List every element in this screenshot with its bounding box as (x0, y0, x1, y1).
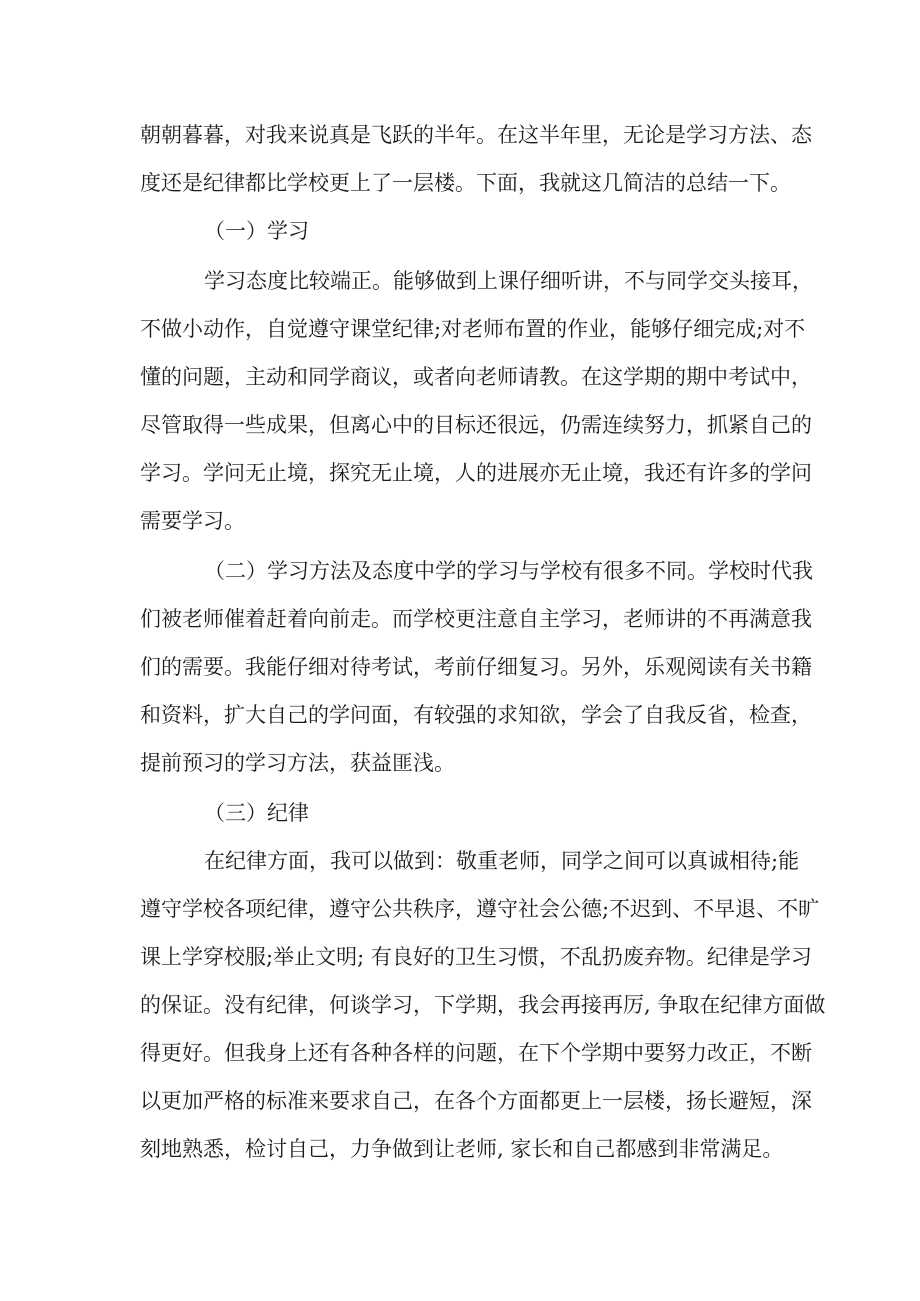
paragraph-line: 需要学习。 (140, 509, 245, 533)
intro-line: 朝朝暮暮，对我来说真是飞跃的半年。在这半年里，无论是学习方法、态 (140, 123, 812, 147)
paragraph-line: 学习。学问无止境，探究无止境，人的进展亦无止境，我还有许多的学问 (140, 461, 812, 485)
paragraph-line: 的保证。没有纪律，何谈学习，下学期，我会再接再厉, 争取在纪律方面做 (140, 993, 826, 1017)
paragraph-line: 学习态度比较端正。能够做到上课仔细听讲，不与同学交头接耳， (204, 269, 813, 293)
paragraph-line: 提前预习的学习方法，获益匪浅。 (140, 751, 455, 775)
paragraph-line: （二）学习方法及态度中学的学习与学校有很多不同。学校时代我 (204, 559, 813, 583)
paragraph-line: 不做小动作，自觉遵守课堂纪律;对老师布置的作业，能够仔细完成;对不 (140, 317, 806, 341)
paragraph-line: 遵守学校各项纪律，遵守公共秩序，遵守社会公德;不迟到、不早退、不旷 (140, 897, 820, 921)
paragraph-line: 得更好。但我身上还有各种各样的问题，在下个学期中要努力改正，不断 (140, 1041, 812, 1065)
section-heading-study: （一）学习 (204, 219, 309, 243)
intro-line: 度还是纪律都比学校更上了一层楼。下面，我就这几简洁的总结一下。 (140, 171, 791, 195)
paragraph-line: 们被老师催着赶着向前走。而学校更注意自主学习，老师讲的不再满意我 (140, 607, 812, 631)
paragraph-line: 课上学穿校服;举止文明; 有良好的卫生习惯，不乱扔废弃物。纪律是学习 (140, 945, 812, 969)
paragraph-line: 在纪律方面，我可以做到：敬重老师，同学之间可以真诚相待;能 (204, 849, 800, 873)
paragraph-line: 和资料，扩大自己的学问面，有较强的求知欲，学会了自我反省，检查， (140, 703, 812, 727)
paragraph-line: 们的需要。我能仔细对待考试，考前仔细复习。另外，乐观阅读有关书籍 (140, 655, 812, 679)
paragraph-line: 刻地熟悉，检讨自己，力争做到让老师, 家长和自己都感到非常满足。 (140, 1137, 784, 1161)
paragraph-line: 尽管取得一些成果，但离心中的目标还很远，仍需连续努力，抓紧自己的 (140, 413, 812, 437)
paragraph-line: 以更加严格的标准来要求自己，在各个方面都更上一层楼，扬长避短，深 (140, 1089, 812, 1113)
section-heading-discipline: （三）纪律 (204, 801, 309, 825)
paragraph-line: 懂的问题，主动和同学商议，或者向老师请教。在这学期的期中考试中， (140, 365, 812, 389)
